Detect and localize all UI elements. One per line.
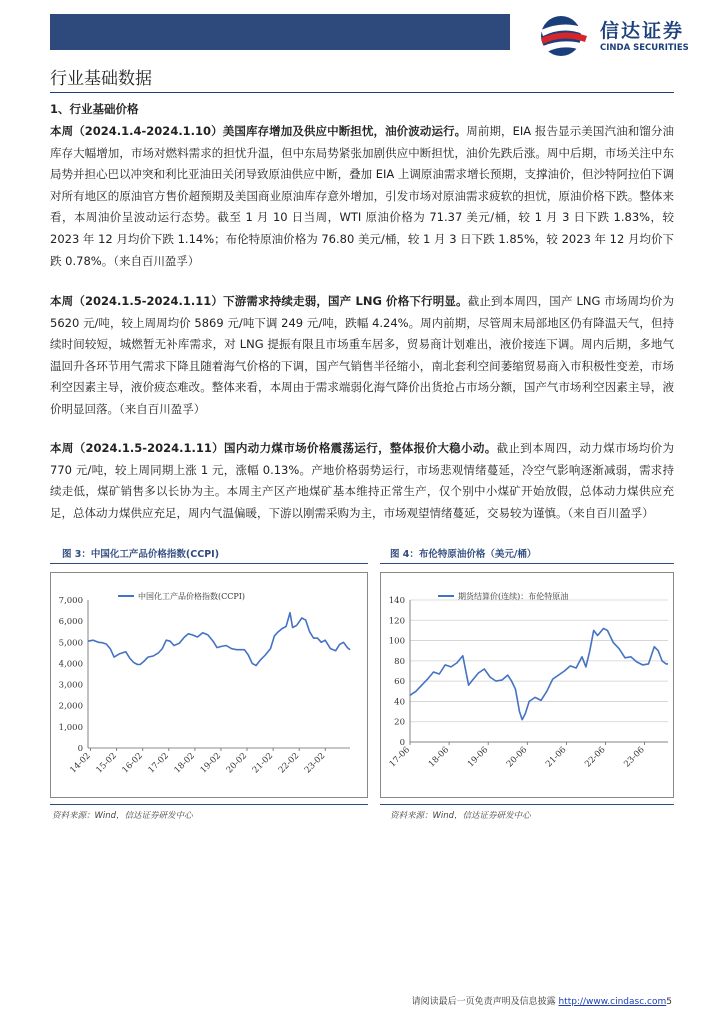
paragraph-lng <box>50 291 674 421</box>
subheading-basic-prices: 1、行业基础价格 <box>50 102 139 116</box>
section-title: 行业基础数据 <box>50 69 152 89</box>
figure-3-source: 资料来源：Wind，信达证券研发中心 <box>52 811 193 821</box>
figure-4-top-rule <box>380 563 674 564</box>
logo-english-name: CINDA SECURITIES <box>600 43 689 53</box>
ccpi-line-chart <box>50 572 368 798</box>
x-tick-label: 21-06 <box>544 745 569 770</box>
logo-chinese-name: 信达证券 <box>600 20 685 42</box>
x-tick-label: 22-02 <box>276 751 302 776</box>
legend-label: 中国化工产品价格指数(CCPI) <box>138 592 246 601</box>
company-logo <box>533 14 698 58</box>
footer-url-link[interactable]: http://www.cindasc.com <box>558 997 667 1007</box>
y-tick-label: 3,000 <box>58 680 83 691</box>
paragraph-lead: 本周（2024.1.4-2024.1.10）美国库存增加及供应中断担忧，油价波动运行。 <box>50 124 467 138</box>
figure-4-source: 资料来源：Wind，信达证券研发中心 <box>390 811 531 821</box>
x-tick-label: 23-06 <box>622 745 647 770</box>
y-tick-label: 100 <box>388 636 405 647</box>
y-tick-label: 0 <box>77 744 83 754</box>
paragraph-lead: 本周（2024.1.5-2024.1.11）下游需求持续走弱，国产 LNG 价格下行明显。 <box>50 294 468 308</box>
paragraph-thermal-coal <box>50 438 674 524</box>
cinda-logo-icon <box>533 14 593 58</box>
brent-line-chart <box>380 572 674 798</box>
x-tick-label: 14-02 <box>68 751 93 776</box>
y-tick-label: 4,000 <box>58 659 83 670</box>
footer-disclaimer: 请阅读最后一页免责声明及信息披露 <box>411 997 559 1007</box>
figure-4-bottom-rule <box>380 804 674 805</box>
paragraph-body: 截止到本周四，国产 LNG 市场周均价为 5620 元/吨，较上周周均价 5869 元/吨下调 249 元/吨，跌幅 4.24%。周内前期，尽管周末局部地区仍有降温天气，但持续时间较短，城燃暂无补库需求，对 LNG 提振有限且市场重车居多，贸易商计划难出，液价接连下调。周内后期，多地气温回升各环节用气需求下降且随着海气价格的下调，国产气销售半径缩小，南北套利空间萎缩贸易商入市积极性变差，市场利空因素主导，液价疲态难改。整体来看，本周由于需求端弱化海气降价出货抢占市场分额，国产气市场利空因素主导，液价明显回落。（来自百川盈孚） <box>50 294 674 416</box>
figure-3-title: 图 3：中国化工产品价格指数(CCPI) <box>62 549 220 560</box>
x-tick-label: 18-06 <box>426 745 452 770</box>
y-tick-label: 20 <box>394 717 405 728</box>
y-tick-label: 7,000 <box>58 596 83 606</box>
paragraph-body: 周前期，EIA 报告显示美国汽油和馏分油库存大幅增加，市场对燃料需求的担忧升温，但中东局势紧张加剧供应中断担忧，油价先跌后涨。周中后期，市场关注中东局势并担心巴以冲突和利比亚油田关闭导致原油供应中断，叠加 EIA 上调原油需求增长预期，支撑油价，但沙特阿拉伯下调对所有地区的原油官方售价超预期及美国商业原油库存意外增加，引发市场对原油需求疲软的担忧，原油价格下跌。整体来看，本周油价呈波动运行态势。截至 1 月 10 日当周，WTI 原油价格为 71.37 美元/桶，较 1 月 3 日下跌 1.83%，较 2023 年 12 月均价下跌 1.14%；布伦特原油价格为 76.80 美元/桶，较 1 月 3 日下跌 1.85%，较 2023 年 12 月均价下跌 0.78%。（来自百川盈孚） <box>50 124 674 268</box>
y-tick-label: 0 <box>399 738 405 748</box>
y-tick-label: 120 <box>388 616 405 627</box>
header-bar <box>50 14 510 50</box>
page-number: 5 <box>666 997 672 1007</box>
figure-3-top-rule <box>50 563 368 564</box>
x-tick-label: 17-06 <box>387 745 413 770</box>
x-tick-label: 19-02 <box>198 751 224 776</box>
page-footer <box>412 994 672 1007</box>
y-tick-label: 40 <box>394 697 405 708</box>
x-tick-label: 20-02 <box>224 751 250 776</box>
x-tick-label: 19-06 <box>465 745 491 770</box>
x-tick-label: 18-02 <box>172 751 198 776</box>
figure-4-title: 图 4：布伦特原油价格（美元/桶） <box>390 549 537 560</box>
y-tick-label: 140 <box>388 596 405 606</box>
figure-3-bottom-rule <box>50 804 368 805</box>
x-tick-label: 16-02 <box>120 751 145 776</box>
x-tick-label: 15-02 <box>94 751 119 776</box>
y-tick-label: 1,000 <box>58 722 83 733</box>
legend-label: 期货结算价(连续)：布伦特原油 <box>458 592 569 601</box>
y-tick-label: 60 <box>394 677 405 688</box>
y-tick-label: 6,000 <box>58 617 83 628</box>
x-tick-label: 22-06 <box>583 745 608 770</box>
x-tick-label: 17-02 <box>146 751 171 776</box>
x-tick-label: 20-06 <box>504 745 530 770</box>
y-tick-label: 2,000 <box>58 701 83 712</box>
y-tick-label: 80 <box>394 656 405 667</box>
y-tick-label: 5,000 <box>58 638 83 649</box>
title-divider <box>50 92 674 93</box>
x-tick-label: 21-02 <box>250 751 276 776</box>
paragraph-lead: 本周（2024.1.5-2024.1.11）国内动力煤市场价格震荡运行，整体报价大稳小动。 <box>50 441 497 455</box>
x-tick-label: 23-02 <box>302 751 328 776</box>
paragraph-body: 截止到本周四，动力煤市场均价为 770 元/吨，较上周同期上涨 1 元，涨幅 0.13%。产地价格弱势运行，市场悲观情绪蔓延，冷空气影响逐渐减弱，需求持续走低，煤矿销售多以长协为主。本周主产区产地煤矿基本维持正常生产，仅个别中小煤矿开始放假，总体动力煤供应充足，总体动力煤供应充足，周内气温偏暖，下游以刚需采购为主，市场观望情绪蔓延，交易较为谨慎。（来自百川盈孚） <box>50 441 674 520</box>
paragraph-crude-oil <box>50 121 674 272</box>
